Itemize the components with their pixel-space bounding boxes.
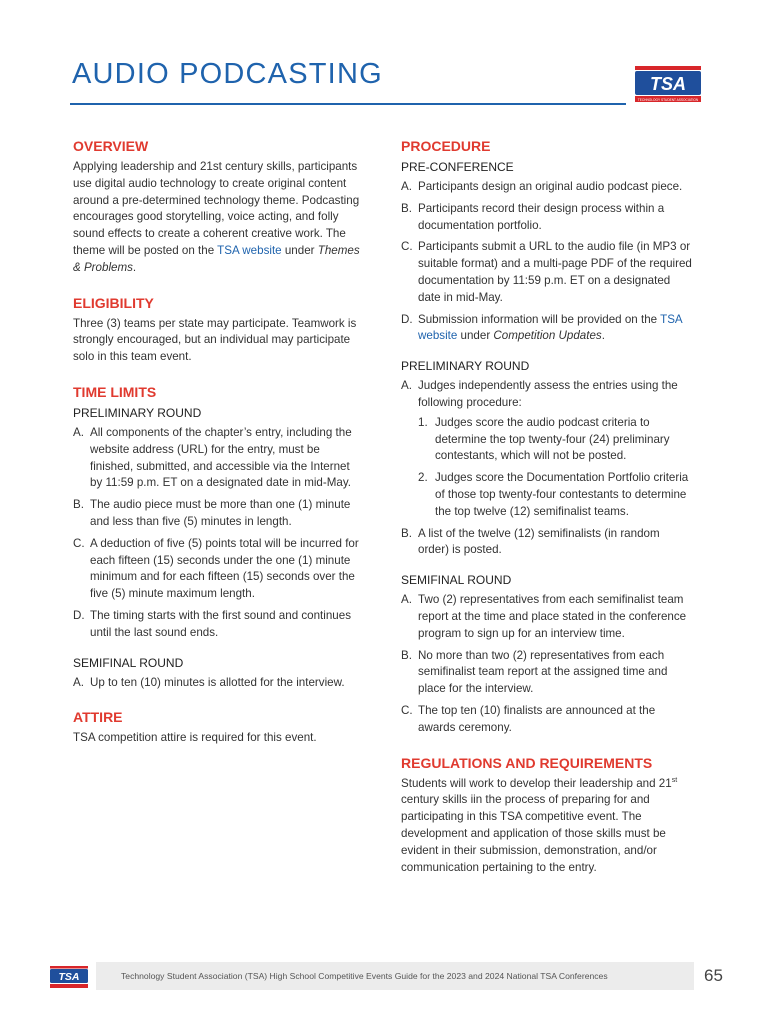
list-item: B. A list of the twelve (12) semifinalists (in random order) is posted.	[401, 526, 660, 557]
regulations-text: Students will work to develop their leadership and 21st century skills iin the process of preparing for and participating in this TSA competitive event. The development and application of those skills must be evident in their submission, demonstration, and/or communication pertaining to the entry.	[401, 776, 678, 874]
procedure-heading: PROCEDURE	[401, 138, 491, 154]
footer-tsa-logo	[50, 966, 88, 988]
list-item: D. Submission information will be provided on the TSA website under Competition Updates.	[401, 312, 683, 343]
procedure-prelim-sublist	[418, 415, 693, 521]
regulations-section	[401, 754, 693, 877]
tsa-website-link[interactable]: TSA website	[217, 243, 282, 257]
list-item: B. Participants record their design process within a documentation portfolio.	[401, 201, 665, 232]
list-item: C. A deduction of five (5) points total will be incurred for each fifteen (15) seconds under the one (1) minute minimum and for each fifteen (15) seconds over the five (5) minute maximum length.	[73, 536, 359, 601]
time-limits-section	[73, 383, 365, 691]
eligibility-heading: ELIGIBILITY	[73, 294, 154, 311]
procedure-section	[401, 137, 693, 737]
time-limits-prelim-heading: PRELIMINARY ROUND	[73, 405, 202, 420]
attire-heading: ATTIRE	[73, 709, 123, 726]
attire-section	[73, 708, 365, 747]
overview-section	[73, 137, 365, 277]
list-item: A. All components of the chapter’s entry, including the website address (URL) for the entry, must be finished, submitted, and accessible via the Internet by 11:59 p.m. ET on a designated date in mid-May.	[73, 425, 352, 490]
procedure-prelim-heading: PRELIMINARY ROUND	[401, 359, 530, 374]
procedure-pre-heading: PRE-CONFERENCE	[401, 160, 514, 174]
list-item: A. Two (2) representatives from each semifinalist team report at the time and place stated in the conference program to sign up for an interview time.	[401, 593, 687, 640]
footer-text: Technology Student Association (TSA) High School Competitive Events Guide for the 2023 and 2024 National TSA Conferences	[121, 971, 608, 981]
eligibility-section	[73, 294, 365, 366]
time-limits-semi-list	[73, 675, 365, 692]
procedure-pre-list	[401, 179, 693, 345]
list-item: C. The top ten (10) finalists are announced at the awards ceremony.	[401, 703, 656, 734]
attire-text: TSA competition attire is required for this event.	[73, 731, 317, 745]
title-divider	[70, 103, 626, 105]
procedure-semi-list	[401, 592, 693, 736]
time-limits-prelim-list	[73, 425, 365, 642]
svg-text:TSA: TSA	[650, 74, 686, 94]
list-item: 1. Judges score the audio podcast criteria to determine the top twenty-four (24) preliminary contestants, which will not be posted.	[418, 415, 670, 463]
page-title: AUDIO PODCASTING	[72, 58, 383, 90]
right-column	[401, 137, 693, 893]
tsa-logo	[635, 66, 701, 104]
page-number: 65	[704, 966, 723, 985]
procedure-semi-heading: SEMIFINAL ROUND	[401, 573, 512, 588]
regulations-heading: REGULATIONS AND REQUIREMENTS	[401, 754, 653, 771]
overview-heading: OVERVIEW	[73, 138, 149, 154]
time-limits-semi-heading: SEMIFINAL ROUND	[73, 655, 184, 670]
time-limits-heading: TIME LIMITS	[73, 383, 157, 400]
svg-text:TSA: TSA	[58, 971, 80, 983]
overview-text: Applying leadership and 21st century skills, participants use digital audio technology to create original content around a pre-determined technology theme. Podcasting encourages good storytelling, voice acting, and folly sound effects to create a coherent creative work. The theme will be posted on the TSA website under Themes & Problems.	[73, 160, 360, 274]
tsa-website-link[interactable]: TSA website	[418, 312, 683, 343]
list-item: 2. Judges score the Documentation Portfolio criteria of those top twenty-four contestants to determine the top twelve (12) semifinalist teams.	[418, 471, 689, 518]
list-item: B. No more than two (2) representatives from each semifinalist team report at the assigned time and place for the interview.	[401, 648, 668, 696]
list-item: A. Judges independently assess the entries using the following procedure: 1. Judges score the audio podcast criteria to determine the top twenty-four (24) preliminary contestants, which will not be posted. 2. Judges score the Documentation Portfolio criteria of those top twenty-four contestants to determine the top twelve (12) semifinalist teams.	[401, 378, 693, 520]
eligibility-text: Three (3) teams per state may participate. Teamwork is strongly encouraged, but an individual may participate solo in this team event.	[73, 316, 357, 364]
left-column	[73, 137, 365, 764]
list-item: D. The timing starts with the first sound and continues until the last sound ends.	[73, 608, 351, 639]
procedure-prelim-list	[401, 378, 693, 559]
list-item: C. Participants submit a URL to the audio file (in MP3 or suitable format) and a multi-page PDF of the required documentation by 11:59 p.m. ET on a designated date in mid-May.	[401, 240, 692, 304]
list-item: A. Up to ten (10) minutes is allotted for the interview.	[73, 675, 345, 689]
list-item: B. The audio piece must be more than one (1) minute and less than five (5) minutes in length.	[73, 498, 351, 528]
svg-text:TECHNOLOGY STUDENT ASSOCIATION: TECHNOLOGY STUDENT ASSOCIATION	[637, 98, 699, 102]
list-item: A. Participants design an original audio podcast piece.	[401, 180, 683, 193]
